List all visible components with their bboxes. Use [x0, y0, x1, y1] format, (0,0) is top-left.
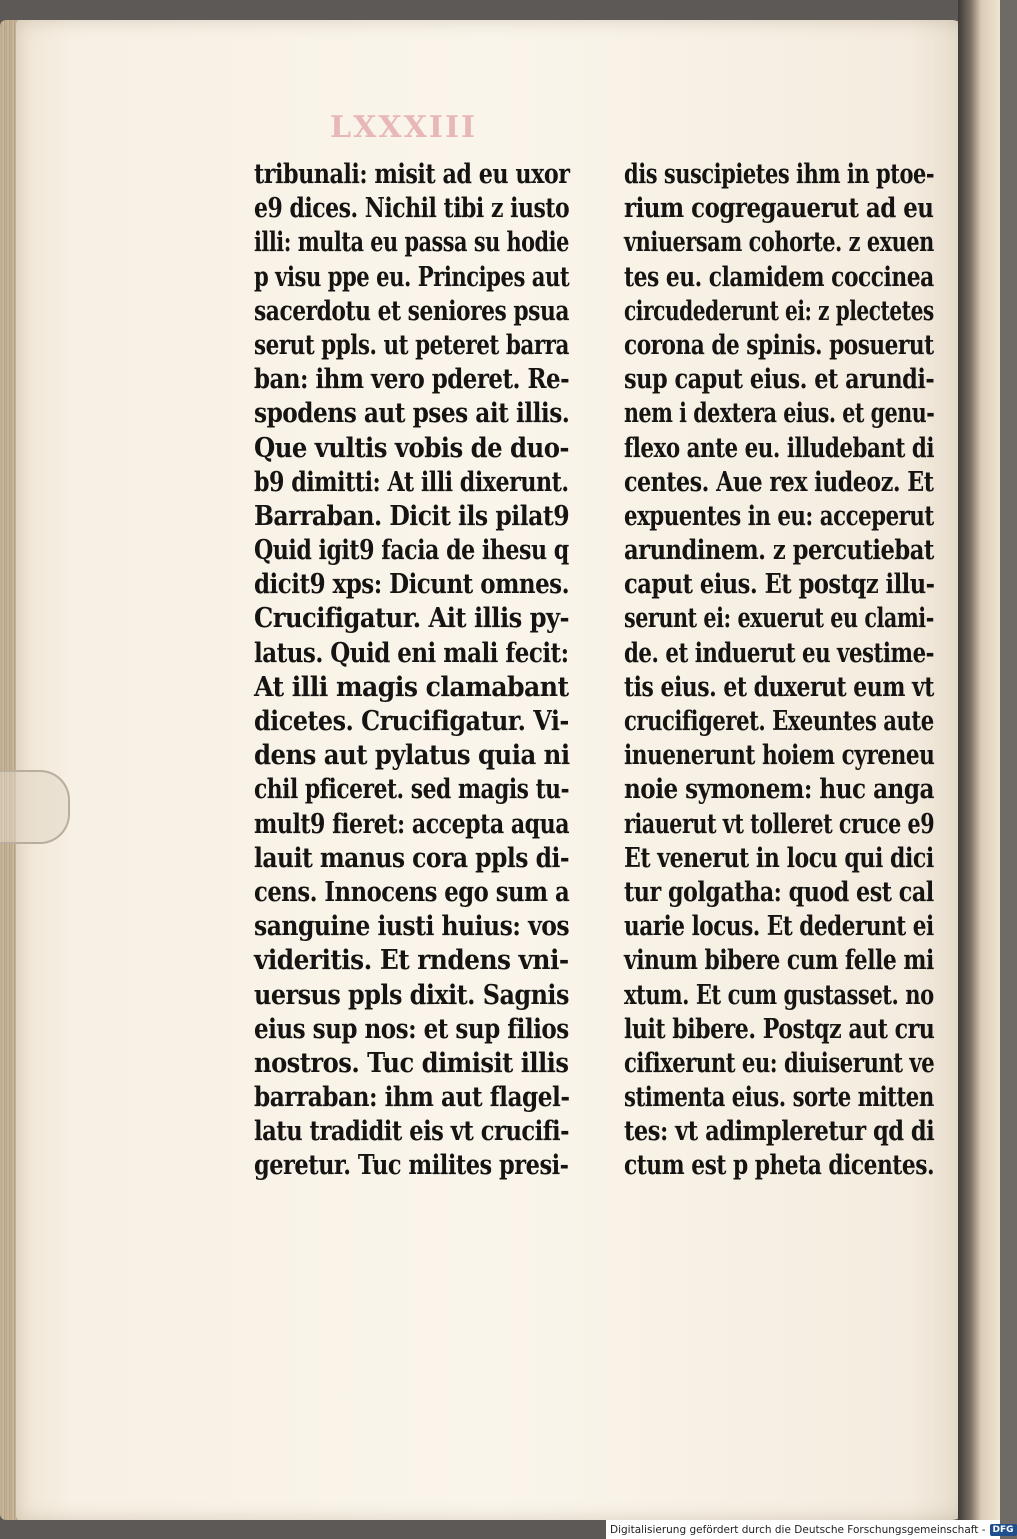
digitization-footer: [606, 1520, 1014, 1539]
text-line: corona de spinis. posuerut: [624, 329, 934, 361]
text-line: vinum bibere cum felle mi: [624, 945, 934, 977]
text-line: videritis. Et rndens vni-: [254, 945, 569, 977]
text-line: luit bibere. Postqz aut cru: [624, 1013, 935, 1045]
text-line: e9 dices. Nichil tibi z iusto: [254, 193, 570, 225]
text-line: sanguine iusti huius: vos: [254, 911, 570, 943]
text-line: xtum. Et cum gustasset. no: [624, 979, 934, 1011]
text-line: geretur. Tuc milites presi-: [254, 1150, 569, 1182]
text-line: ban: ihm vero pderet. Re-: [254, 364, 570, 396]
text-line: p visu ppe eu. Principes aut: [254, 261, 570, 293]
text-line: riauerut vt tolleret cruce e9: [624, 808, 935, 840]
text-line: tribunali: misit ad eu uxor: [254, 159, 570, 190]
text-line: latu tradidit eis vt crucifi-: [254, 1116, 569, 1148]
text-line: noie symonem: huc anga: [624, 774, 934, 806]
book-gutter: [958, 0, 1000, 1539]
text-line: Crucifigatur. Ait illis py-: [254, 603, 570, 635]
text-line: crucifigeret. Exeuntes aute: [624, 706, 934, 737]
text-line: tes eu. clamidem coccinea: [624, 261, 934, 293]
text-line: inuenerunt hoiem cyreneu: [624, 740, 935, 772]
text-line: dicit9 xps: Dicunt omnes.: [254, 569, 570, 601]
text-line: tur golgatha: quod est cal: [624, 876, 934, 908]
text-line: dicetes. Crucifigatur. Vi-: [254, 706, 569, 737]
text-column-right: [624, 158, 934, 1184]
text-line: rium cogregauerut ad eu: [624, 193, 934, 225]
text-line: b9 dimitti: At illi dixerunt.: [254, 466, 569, 498]
text-line: mult9 fieret: accepta aqua: [254, 808, 570, 840]
footer-credit-text: Digitalisierung gefördert durch die Deutsche Forschungsgemeinschaft -: [610, 1523, 986, 1536]
text-line: dens aut pylatus quia ni: [254, 740, 570, 772]
text-line: uersus ppls dixit. Sagnis: [254, 979, 569, 1011]
text-line: caput eius. Et postqz illu-: [624, 569, 935, 601]
text-line: serut ppls. ut peteret barra: [254, 329, 569, 361]
text-line: arundinem. z percutiebat: [624, 535, 934, 567]
text-line: uarie locus. Et dederunt ei: [624, 911, 934, 943]
text-line: Barraban. Dicit ils pilat9: [254, 500, 570, 532]
text-line: cens. Innocens ego sum a: [254, 876, 570, 908]
text-line: barraban: ihm aut flagel-: [254, 1082, 570, 1114]
text-line: sup caput eius. et arundi-: [624, 364, 935, 396]
text-line: sacerdotu et seniores psua: [254, 295, 570, 327]
text-line: serunt ei: exuerut eu clami-: [624, 603, 934, 635]
text-line: nostros. Tuc dimisit illis: [254, 1047, 569, 1079]
text-line: chil pficeret. sed magis tu-: [254, 774, 570, 806]
text-line: spodens aut pses ait illis.: [254, 398, 570, 430]
text-line: flexo ante eu. illudebant di: [624, 432, 935, 464]
text-line: centes. Aue rex iudeoz. Et: [624, 466, 934, 498]
text-line: Quid igit9 facia de ihesu q: [254, 535, 569, 567]
text-line: Que vultis vobis de duo-: [254, 432, 570, 464]
text-line: de. et induerut eu vestime-: [624, 637, 935, 669]
text-line: dis suscipietes ihm in ptoe-: [624, 159, 935, 190]
text-line: Et venerut in locu qui dici: [624, 842, 934, 874]
text-line: vniuersam cohorte. z exuen: [624, 227, 934, 259]
text-line: ctum est p pheta dicentes.: [624, 1150, 935, 1182]
text-line: circudederunt ei: z plectetes: [624, 295, 934, 327]
text-line: tis eius. et duxerut eum vt: [624, 671, 934, 703]
text-line: nem i dextera eius. et genu-: [624, 398, 935, 430]
page-tab-marker: [0, 770, 70, 844]
folio-number: LXXXIII: [330, 110, 478, 145]
text-line: latus. Quid eni mali fecit:: [254, 637, 569, 669]
text-line: At illi magis clamabant: [254, 671, 569, 703]
text-line: expuentes in eu: acceperut: [624, 500, 934, 532]
text-line: illi: multa eu passa su hodie: [254, 227, 569, 259]
text-line: cifixerunt eu: diuiserunt ve: [624, 1047, 935, 1079]
text-line: stimenta eius. sorte mitten: [624, 1082, 934, 1114]
dfg-logo: DFG: [990, 1524, 1017, 1536]
text-line: eius sup nos: et sup filios: [254, 1013, 569, 1045]
text-column-left: [254, 158, 569, 1184]
text-line: lauit manus cora ppls di-: [254, 842, 570, 874]
text-line: tes: vt adimpleretur qd di: [624, 1116, 935, 1148]
